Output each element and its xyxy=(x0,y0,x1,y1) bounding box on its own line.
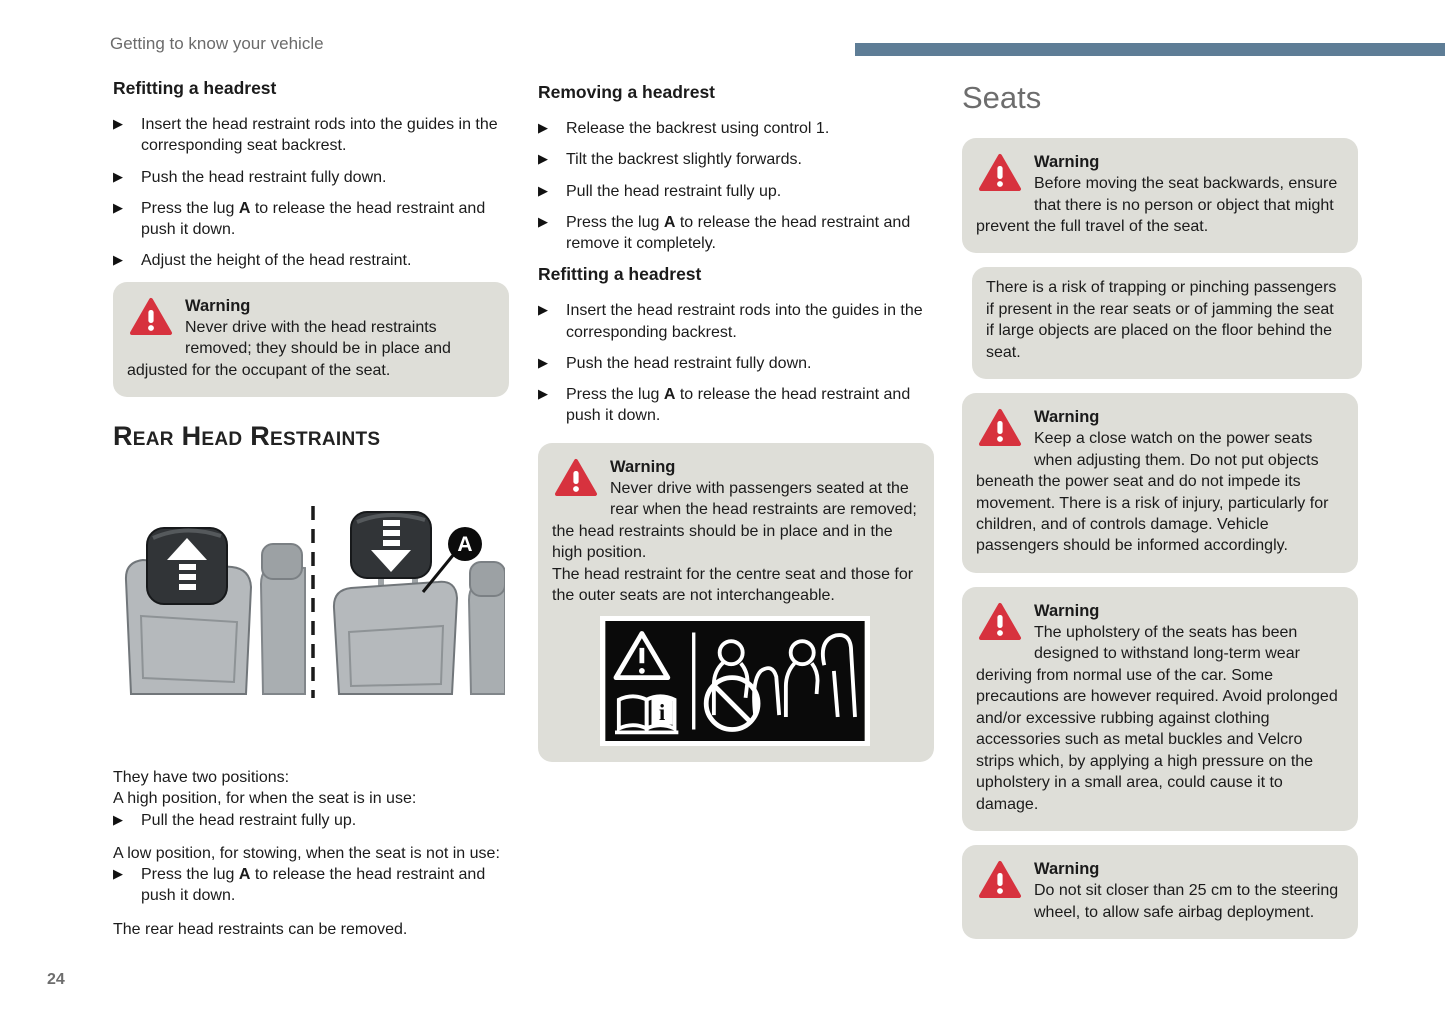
warning-text: Do not sit closer than 25 cm to the steering wheel, to allow safe airbag deployment. xyxy=(1034,882,1339,921)
bullet-triangle-icon: ▶ xyxy=(538,120,548,135)
warning-box xyxy=(962,138,1358,253)
book-info-glyph: i xyxy=(658,699,666,726)
list-item xyxy=(538,300,934,343)
list-item xyxy=(113,250,509,271)
warning-box-continuation xyxy=(972,267,1362,379)
bullet-text: Press the lug A to release the head restraint and push it down. xyxy=(566,386,911,425)
warning-title: Warning xyxy=(610,457,676,476)
list-item xyxy=(538,212,934,255)
bullet-triangle-icon: ▶ xyxy=(538,151,548,167)
section-heading-removing: Removing a headrest xyxy=(538,82,715,102)
bullet-text: Push the head restraint fully down. xyxy=(566,354,812,372)
warning-triangle-icon xyxy=(978,408,1022,448)
bullet-text: Pull the head restraint fully up. xyxy=(566,182,782,200)
refitting-steps-list xyxy=(113,114,509,272)
bullet-triangle-icon: ▶ xyxy=(538,302,548,318)
removing-steps-list xyxy=(538,118,934,254)
warning-title: Warning xyxy=(1034,408,1100,427)
list-item xyxy=(538,384,934,427)
headrest-pictogram xyxy=(600,616,870,746)
warning-triangle-icon xyxy=(554,458,598,498)
warning-text: There is a risk of trapping or pinching passengers if present in the rear seats or of jamming the seat if large objects are placed on the floor behind the seat. xyxy=(986,279,1337,361)
refitting-steps-list-mid xyxy=(538,300,934,426)
low-position-text: A low position, for stowing, when the seat is not in use: xyxy=(113,844,500,862)
bullet-text: Press the lug A to release the head restraint and push it down. xyxy=(141,199,486,239)
warning-title: Warning xyxy=(1034,153,1100,171)
warning-box xyxy=(113,282,509,397)
rear-headrest-figure xyxy=(113,504,509,705)
column-middle xyxy=(538,82,934,776)
warning-triangle-icon xyxy=(978,153,1022,193)
warning-triangle-icon xyxy=(978,602,1022,642)
list-item xyxy=(538,149,934,170)
running-header: Getting to know your vehicle xyxy=(110,34,324,53)
bullet-triangle-icon: ▶ xyxy=(113,252,123,268)
header-accent-bar xyxy=(855,43,1445,56)
bullet-triangle-icon: ▶ xyxy=(538,213,548,229)
low-position-list xyxy=(113,864,509,907)
bullet-text: Insert the head restraint rods into the guides in the corresponding seat backrest. xyxy=(141,116,498,155)
warning-box xyxy=(962,587,1358,831)
seat-illustration xyxy=(113,504,505,700)
warning-text: The upholstery of the seats has been designed to withstand long-term wear deriving from normal use of the car. Some precautions are however required. Avoid prolonged and/or excessive rubbing against clothing accessories such as metal buckles and Velcro strips which, by applying a high pressure on the upholstery in a small area, could cause it to damage. xyxy=(976,624,1338,813)
warning-title: Warning xyxy=(185,296,251,315)
list-item xyxy=(113,114,509,157)
warning-box xyxy=(538,443,934,763)
list-item xyxy=(538,181,934,202)
bullet-text: Release the backrest using control 1. xyxy=(566,120,830,137)
bullet-triangle-icon: ▶ xyxy=(538,386,548,402)
positions-intro: They have two positions: xyxy=(113,769,290,787)
warning-box xyxy=(962,845,1358,939)
list-item xyxy=(113,864,509,907)
page-title-seats: Seats xyxy=(962,80,1042,115)
high-position-text: A high position, for when the seat is in use: xyxy=(113,790,417,808)
list-item xyxy=(113,810,509,831)
bullet-triangle-icon: ▶ xyxy=(538,182,548,198)
warning-title: Warning xyxy=(1034,601,1100,620)
warning-text: Keep a close watch on the power seats when adjusting them. Do not put objects beneath the power seat and do not impede its movement. There is a risk of injury, particularly for children, and of controls damage. Vehicle passengers should be informed accordingly. xyxy=(976,430,1329,555)
high-position-list xyxy=(113,810,509,831)
warning-text-2: The head restraint for the centre seat and those for the outer seats are not interchangeable. xyxy=(552,565,914,604)
column-left xyxy=(113,78,509,940)
section-heading-refitting-mid: Refitting a headrest xyxy=(538,264,702,285)
removable-note: The rear head restraints can be removed. xyxy=(113,920,408,938)
bullet-triangle-icon: ▶ xyxy=(113,168,123,184)
warning-box xyxy=(962,393,1358,573)
bullet-triangle-icon: ▶ xyxy=(113,116,123,131)
list-item xyxy=(113,198,509,241)
warning-title: Warning xyxy=(1034,859,1100,878)
list-item xyxy=(538,353,934,374)
warning-text: Before moving the seat backwards, ensure that there is no person or object that might prevent the full travel of the seat. xyxy=(976,175,1338,235)
bullet-text: Press the lug A to release the head restraint and remove it completely. xyxy=(566,213,911,253)
warning-text: Never drive with passengers seated at the rear when the head restraints are removed; the head restraints should be in place and in the high position. xyxy=(552,479,917,562)
bullet-triangle-icon: ▶ xyxy=(113,866,123,882)
bullet-text: Adjust the height of the head restraint. xyxy=(141,252,412,270)
bullet-text: Insert the head restraint rods into the guides in the corresponding backrest. xyxy=(566,302,923,341)
warning-text: Never drive with the head restraints removed; they should be in place and adjusted for the occupant of the seat. xyxy=(127,318,451,379)
section-heading-rear-head-restraints: Rear Head Restraints xyxy=(113,421,381,452)
bullet-triangle-icon: ▶ xyxy=(113,199,123,215)
bullet-triangle-icon: ▶ xyxy=(113,811,123,827)
bullet-text: Tilt the backrest slightly forwards. xyxy=(566,151,802,169)
bullet-text: Press the lug A to release the head restraint and push it down. xyxy=(141,866,486,905)
column-right xyxy=(962,80,1358,953)
warning-triangle-icon xyxy=(978,860,1022,900)
page-number: 24 xyxy=(47,971,65,988)
bullet-triangle-icon: ▶ xyxy=(538,354,548,370)
list-item xyxy=(113,167,509,188)
bullet-text: Pull the head restraint fully up. xyxy=(141,811,357,829)
bullet-text: Push the head restraint fully down. xyxy=(141,168,387,186)
warning-triangle-icon xyxy=(129,297,173,337)
section-heading-refitting: Refitting a headrest xyxy=(113,78,277,98)
label-a: A xyxy=(457,533,473,557)
list-item xyxy=(538,118,934,139)
